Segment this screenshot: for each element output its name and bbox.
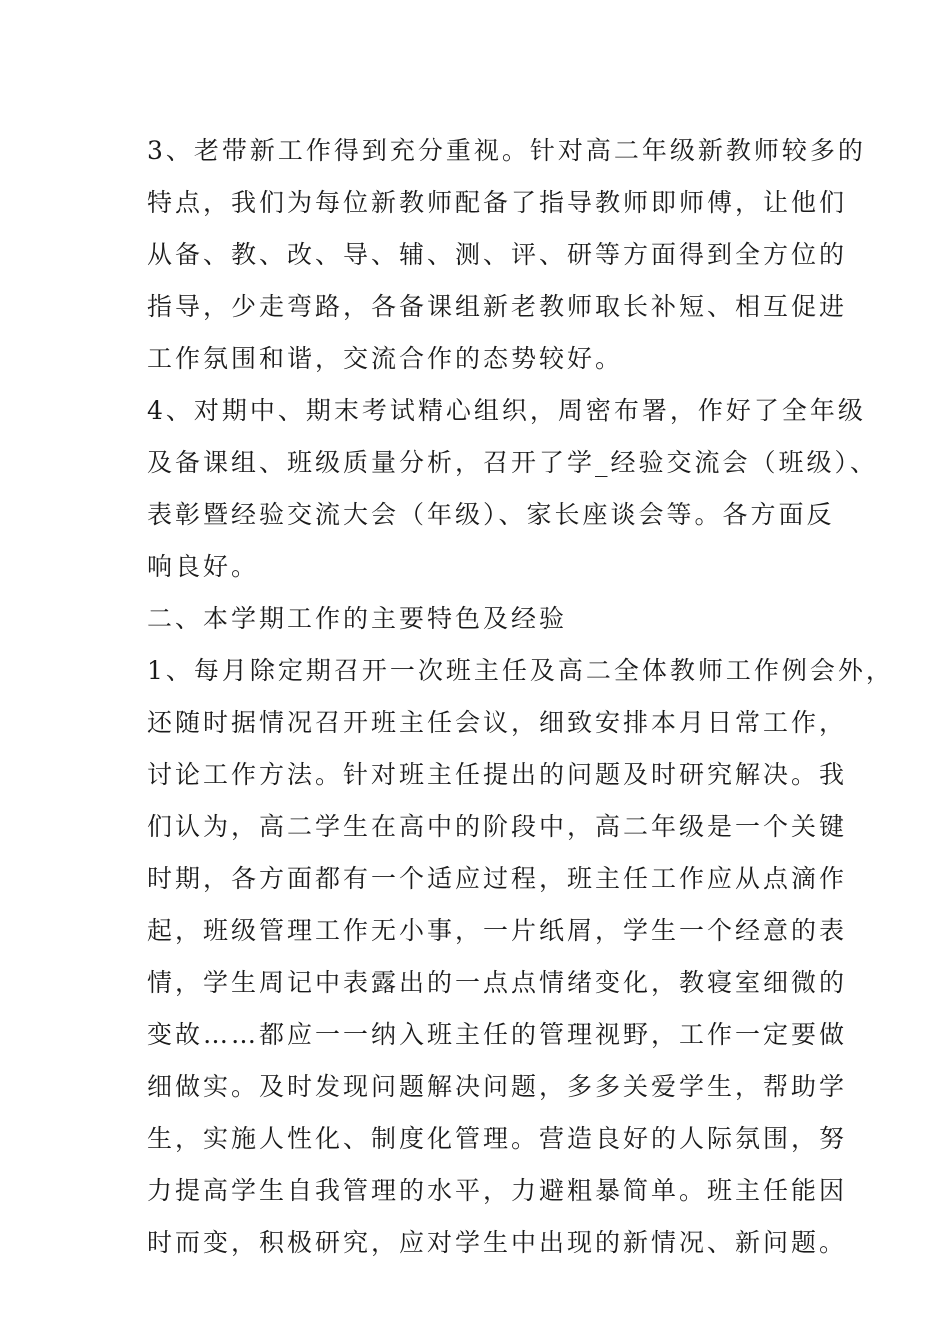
text-line: 特点，我们为每位新教师配备了指导教师即师傅，让他们 [147,188,848,217]
text-line: 1、每月除定期召开一次班主任及高二全体教师工作例会外， [147,656,894,685]
text-line: 表彰暨经验交流大会（年级）、家长座谈会等。各方面反 [147,500,835,529]
text-line: 3、老带新工作得到充分重视。针对高二年级新教师较多的 [147,136,866,165]
text-line: 及备课组、班级质量分析，召开了学_经验交流会（班级）、 [147,448,879,477]
text-line: 还随时据情况召开班主任会议，细致安排本月日常工作， [147,708,848,737]
text-line: 响良好。 [147,552,260,581]
text-line: 变故……都应一一纳入班主任的管理视野，工作一定要做 [147,1020,848,1049]
text-line: 起，班级管理工作无小事，一片纸屑，学生一个经意的表 [147,916,848,945]
text-line: 讨论工作方法。针对班主任提出的问题及时研究解决。我 [147,760,848,789]
text-line: 力提高学生自我管理的水平，力避粗暴简单。班主任能因 [147,1176,848,1205]
text-line: 们认为，高二学生在高中的阶段中，高二年级是一个关键 [147,812,848,841]
text-line: 指导，少走弯路，各备课组新老教师取长补短、相互促进 [147,292,848,321]
text-line: 时期，各方面都有一个适应过程，班主任工作应从点滴作 [147,864,848,893]
text-line: 4、对期中、期末考试精心组织，周密布署，作好了全年级 [147,396,866,425]
text-line: 情，学生周记中表露出的一点点情绪变化，教寝室细微的 [147,968,848,997]
text-line: 工作氛围和谐，交流合作的态势较好。 [147,344,624,373]
text-line: 细做实。及时发现问题解决问题，多多关爱学生，帮助学 [147,1072,848,1101]
text-line: 生，实施人性化、制度化管理。营造良好的人际氛围，努 [147,1124,848,1153]
text-line: 时而变，积极研究，应对学生中出现的新情况、新问题。 [147,1228,848,1257]
section-heading: 二、本学期工作的主要特色及经验 [147,604,568,633]
text-line: 从备、教、改、导、辅、测、评、研等方面得到全方位的 [147,240,848,269]
